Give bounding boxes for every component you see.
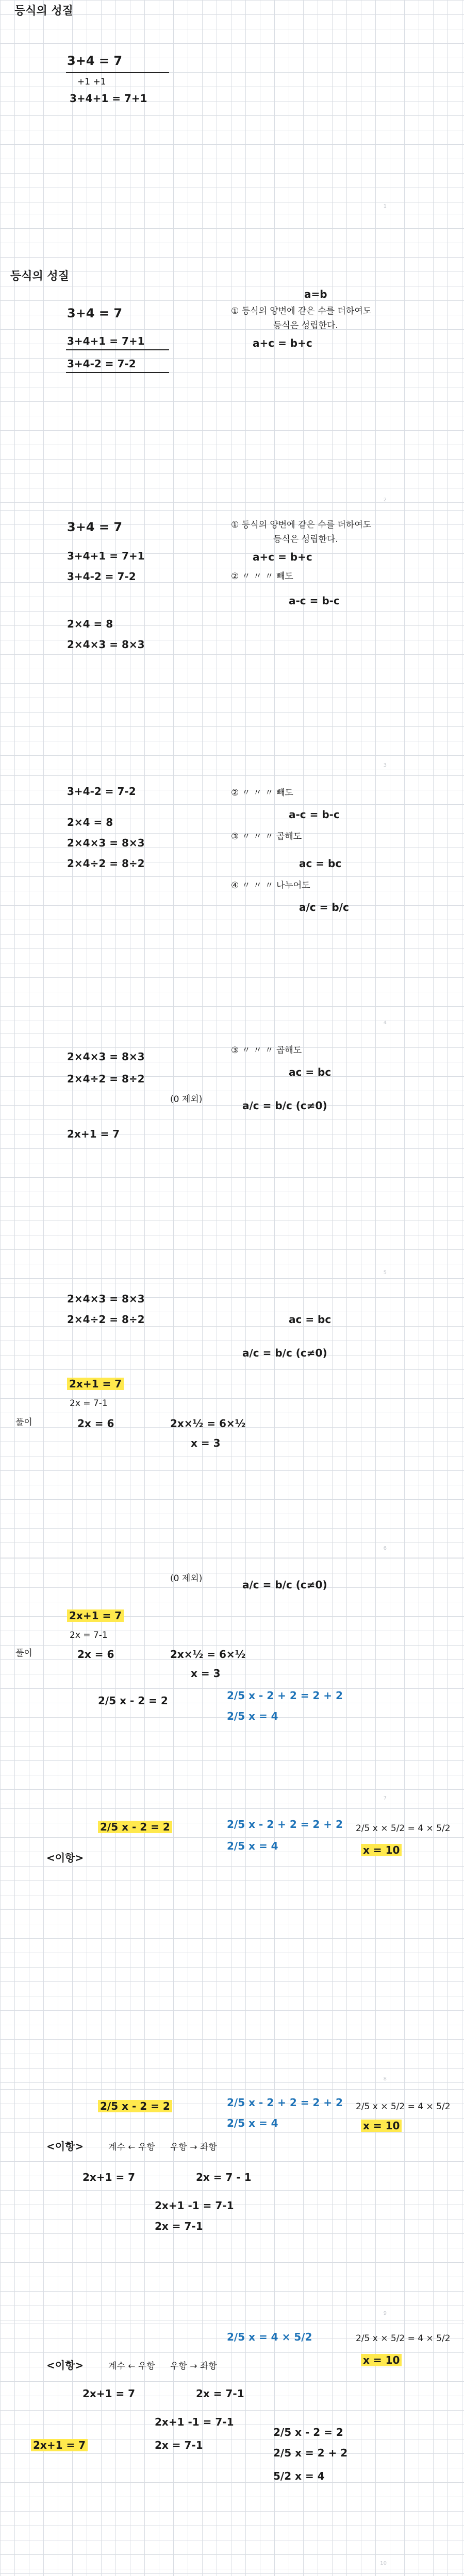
equation-line: 2x+1 -1 = 7-1 (155, 2416, 234, 2428)
rule-formula: a+c = b+c (253, 551, 312, 563)
equation-line: 2x+1 = 7 (82, 2171, 136, 2183)
equation-line: 2×4 = 8 (67, 618, 113, 630)
highlighted-equation: 2x+1 = 7 (67, 1609, 124, 1622)
rule-text: ② 〃 〃 〃 빼도 (231, 788, 293, 798)
equation-line (67, 1610, 124, 1621)
equation-line: 2x = 7-1 (70, 1398, 108, 1409)
rule-text: ④ 〃 〃 〃 나누어도 (231, 880, 310, 891)
section-label: <이항> (46, 2140, 84, 2153)
equation-line (98, 2100, 172, 2112)
blue-equation: 2/5 x - 2 + 2 = 2 + 2 (227, 1689, 343, 1702)
section-label: <이항> (46, 2359, 84, 2371)
right-equation: 2/5 x × 5/2 = 4 × 5/2 (356, 2333, 451, 2344)
equation-line: 2x+1 -1 = 7-1 (155, 2199, 234, 2212)
notebook-page (0, 775, 464, 1033)
underline (66, 72, 169, 73)
equation-line: x = 3 (191, 1667, 221, 1680)
blue-equation: 2/5 x = 4 (227, 2117, 278, 2129)
blue-equation: 2/5 x - 2 + 2 = 2 + 2 (227, 2096, 343, 2109)
equation-line: 2×4÷2 = 8÷2 (67, 1073, 145, 1085)
equation-line (31, 2439, 88, 2451)
side-label: 풀이 (15, 1648, 32, 1658)
blue-equation: 2/5 x = 4 (227, 1840, 278, 1852)
blue-equation: 2/5 x - 2 + 2 = 2 + 2 (227, 1818, 343, 1831)
rule-text: ③ 〃 〃 〃 곱해도 (231, 1045, 302, 1056)
equation-line: 2/5 x - 2 = 2 (273, 2426, 343, 2438)
equation-line: 2×4×3 = 8×3 (67, 837, 145, 849)
rule-text: (0 제외) (170, 1573, 203, 1584)
equation-line: 3+4+1 = 7+1 (67, 335, 145, 347)
equation-line: 2x = 7-1 (155, 2439, 203, 2451)
notebook-page (0, 0, 464, 214)
answer (361, 2354, 402, 2366)
page-number: 1 (383, 204, 387, 209)
ihang-note: 계수 ← 우항 (108, 2361, 155, 2371)
section-label: <이항> (46, 1852, 84, 1864)
equation-line: 2×4÷2 = 8÷2 (67, 857, 145, 870)
equation-line: 2x×½ = 6×½ (170, 1417, 246, 1430)
highlighted-equation: 2x+1 = 7 (31, 2439, 88, 2451)
blue-equation: 2/5 x = 4 (227, 1710, 278, 1722)
page-title: 등식의 성질 (10, 270, 69, 283)
equation-line: 2×4×3 = 8×3 (67, 638, 145, 651)
rule-text: ③ 〃 〃 〃 곱해도 (231, 832, 302, 842)
equation-line: 3+4 = 7 (67, 306, 123, 320)
rule-formula: a+c = b+c (253, 337, 312, 349)
equation-line: 2/5 x - 2 = 2 (98, 1694, 168, 1707)
rule-text: ① 등식의 양변에 같은 수를 더하여도 (231, 520, 372, 530)
notebook-page (0, 2573, 464, 2576)
rule-formula: ac = bc (289, 1313, 332, 1326)
highlighted-answer: x = 10 (361, 1844, 402, 1856)
page-number: 5 (383, 1270, 387, 1276)
rule-formula: a/c = b/c (c≠0) (242, 1347, 327, 1359)
page-number: 6 (383, 1546, 387, 1551)
rule-formula: a-c = b-c (289, 595, 340, 607)
highlighted-answer: x = 10 (361, 2120, 402, 2132)
page-number: 8 (383, 2076, 387, 2082)
side-label: 풀이 (15, 1417, 32, 1428)
underline (66, 372, 169, 373)
equation-line: 2x+1 = 7 (67, 1128, 120, 1140)
equation-line: 3+4+1 = 7+1 (70, 92, 147, 105)
rule-formula: a/c = b/c (c≠0) (242, 1579, 327, 1591)
equation-line: 5/2 x = 4 (273, 2470, 325, 2482)
ihang-note: 우항 → 좌항 (170, 2361, 217, 2371)
rule-text: 등식은 성립한다. (273, 320, 338, 331)
equation-line: 2×4×3 = 8×3 (67, 1050, 145, 1063)
rule-text: ② 〃 〃 〃 빼도 (231, 571, 293, 582)
rule-text: 등식은 성립한다. (273, 534, 338, 545)
equation-line: 2x = 7-1 (196, 2387, 244, 2400)
equation-line: 2×4 = 8 (67, 816, 113, 828)
equation-line: 2×4×3 = 8×3 (67, 1293, 145, 1305)
rule-formula: ac = bc (299, 857, 342, 870)
equation-line: 2x = 6 (77, 1648, 114, 1660)
note-heading: a=b (304, 288, 327, 300)
equation-line: 2/5 x = 2 + 2 (273, 2447, 348, 2459)
rule-text: (0 제외) (170, 1094, 203, 1105)
annotation: +1 +1 (77, 77, 106, 87)
highlighted-equation: 2/5 x - 2 = 2 (98, 2100, 172, 2112)
equation-line: 2×4÷2 = 8÷2 (67, 1313, 145, 1326)
equation-line: 2x = 6 (77, 1417, 114, 1430)
page-title: 등식의 성질 (14, 5, 73, 18)
page-number: 4 (383, 1020, 387, 1026)
notebook-page (0, 1808, 464, 2090)
page-number: 7 (383, 1795, 387, 1801)
highlighted-answer: x = 10 (361, 2354, 402, 2366)
equation-line (98, 1821, 172, 1833)
equation-line: 2x = 7 - 1 (196, 2171, 252, 2183)
notebook-page (0, 214, 464, 511)
blue-equation: 2/5 x = 4 × 5/2 (227, 2331, 312, 2343)
equation-line: 3+4-2 = 7-2 (67, 785, 136, 798)
equation-line: 3+4 = 7 (67, 54, 123, 68)
right-equation: 2/5 x × 5/2 = 4 × 5/2 (356, 1823, 451, 1834)
ihang-note: 우항 → 좌항 (170, 2142, 217, 2153)
rule-formula: a/c = b/c (299, 901, 349, 913)
ihang-note: 계수 ← 우항 (108, 2142, 155, 2153)
notebook-page (0, 2324, 464, 2574)
notebook-page (0, 1033, 464, 1283)
page-number: 10 (380, 2561, 387, 2566)
notebook-page (0, 1558, 464, 1809)
page-number: 9 (383, 2311, 387, 2316)
highlighted-equation: 2x+1 = 7 (67, 1378, 124, 1390)
answer (361, 2120, 402, 2131)
equation-line: 3+4-2 = 7-2 (67, 570, 136, 583)
notebook-page (0, 2089, 464, 2324)
notebook-page (0, 510, 464, 776)
equation-line (67, 1378, 124, 1389)
equation-line: 2x+1 = 7 (82, 2387, 136, 2400)
rule-formula: ac = bc (289, 1066, 332, 1078)
equation-line: 2x = 7-1 (155, 2220, 203, 2232)
answer (361, 1844, 402, 1856)
equation-line: 2x×½ = 6×½ (170, 1648, 246, 1660)
rule-formula: a-c = b-c (289, 808, 340, 821)
equation-line: 3+4+1 = 7+1 (67, 550, 145, 562)
rule-text: ① 등식의 양변에 같은 수를 더하여도 (231, 306, 372, 316)
equation-line: 2x = 7-1 (70, 1630, 108, 1640)
equation-line: 3+4 = 7 (67, 520, 123, 534)
rule-formula: a/c = b/c (c≠0) (242, 1099, 327, 1112)
notebook-page (0, 1283, 464, 1559)
right-equation: 2/5 x × 5/2 = 4 × 5/2 (356, 2102, 451, 2112)
equation-line: x = 3 (191, 1437, 221, 1449)
highlighted-equation: 2/5 x - 2 = 2 (98, 1821, 172, 1833)
page-number: 3 (383, 762, 387, 768)
underline (66, 349, 169, 350)
equation-line: 3+4-2 = 7-2 (67, 358, 136, 370)
page-number: 2 (383, 497, 387, 503)
